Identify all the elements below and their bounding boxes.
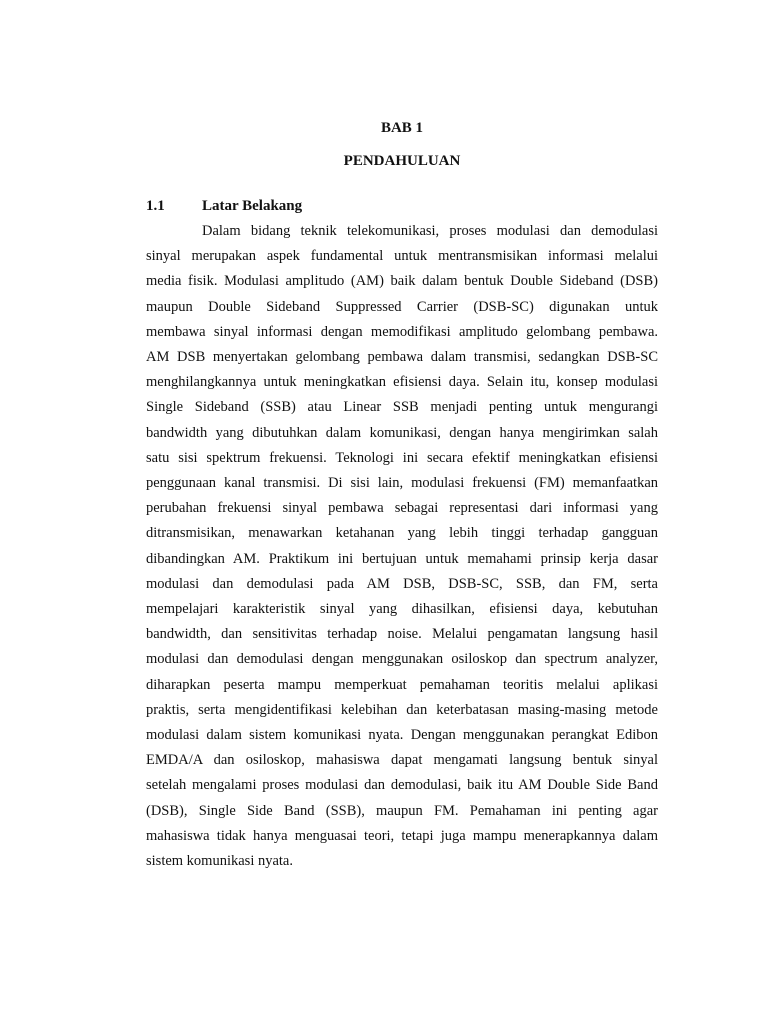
paragraph-line: setelah mengalami proses modulasi dan demodulasi, baik itu AM Double Side Band [146,777,658,794]
paragraph-line: mempelajari karakteristik sinyal yang dihasilkan, efisiensi daya, kebutuhan [146,601,658,618]
paragraph-line: perubahan frekuensi sinyal pembawa sebagai representasi dari informasi yang [146,500,658,517]
chapter-title: PENDAHULUAN [343,153,461,169]
paragraph-line: ditransmisikan, menawarkan ketahanan yang lebih tinggi terhadap gangguan [146,525,658,542]
paragraph-line: sistem komunikasi nyata. [146,853,293,870]
paragraph-line: bandwidth, dan sensitivitas terhadap noise. Melalui pengamatan langsung hasil [146,626,658,643]
paragraph-line: Single Sideband (SSB) atau Linear SSB menjadi penting untuk mengurangi [146,399,658,416]
paragraph-line: dibandingkan AM. Praktikum ini bertujuan untuk memahami prinsip kerja dasar [146,550,658,567]
paragraph-line: bandwidth yang dibutuhkan dalam komunikasi, dengan hanya mengirimkan salah [146,424,658,441]
paragraph-line: modulasi dalam sistem komunikasi nyata. Dengan menggunakan perangkat Edibon [146,727,658,744]
paragraph-line: modulasi dan demodulasi pada AM DSB, DSB-SC, SSB, dan FM, serta [146,575,658,592]
paragraph-line: modulasi dan demodulasi dengan menggunakan osiloskop dan spectrum analyzer, [146,651,658,668]
paragraph-line: maupun Double Sideband Suppressed Carrier (DSB-SC) digunakan untuk [146,298,658,315]
paragraph-line: AM DSB menyertakan gelombang pembawa dalam transmisi, sedangkan DSB-SC [146,349,658,366]
paragraph-line: penggunaan kanal transmisi. Di sisi lain, modulasi frekuensi (FM) memanfaatkan [146,475,658,492]
section-title: Latar Belakang [202,198,303,214]
paragraph-line: EMDA/A dan osiloskop, mahasiswa dapat mengamati langsung bentuk sinyal [146,752,658,769]
paragraph-line: Dalam bidang teknik telekomunikasi, proses modulasi dan demodulasi [202,223,658,239]
section-heading [146,196,658,216]
paragraph-line: mahasiswa tidak hanya menguasai teori, tetapi juga mampu menerapkannya dalam [146,827,658,844]
paragraph-line: sinyal merupakan aspek fundamental untuk mentransmisikan informasi melalui [146,248,658,265]
paragraph-line: diharapkan peserta mampu memperkuat pemahaman teoritis melalui aplikasi [146,676,658,693]
paragraph-line: satu sisi spektrum frekuensi. Teknologi ini secara efektif meningkatkan efisiensi [146,449,658,466]
paragraph-line: membawa sinyal informasi dengan memodifikasi amplitudo gelombang pembawa. [146,323,658,340]
body-paragraph [146,219,658,874]
section-number: 1.1 [146,198,165,214]
paragraph-line: (DSB), Single Side Band (SSB), maupun FM. Pemahaman ini penting agar [146,802,658,819]
chapter-number: BAB 1 [380,120,424,136]
paragraph-line: menghilangkannya untuk meningkatkan efisiensi daya. Selain itu, konsep modulasi [146,374,658,391]
paragraph-line: praktis, serta mengidentifikasi kelebihan dan keterbatasan masing-masing metode [146,701,658,718]
paragraph-line: media fisik. Modulasi amplitudo (AM) baik dalam bentuk Double Sideband (DSB) [146,273,658,290]
